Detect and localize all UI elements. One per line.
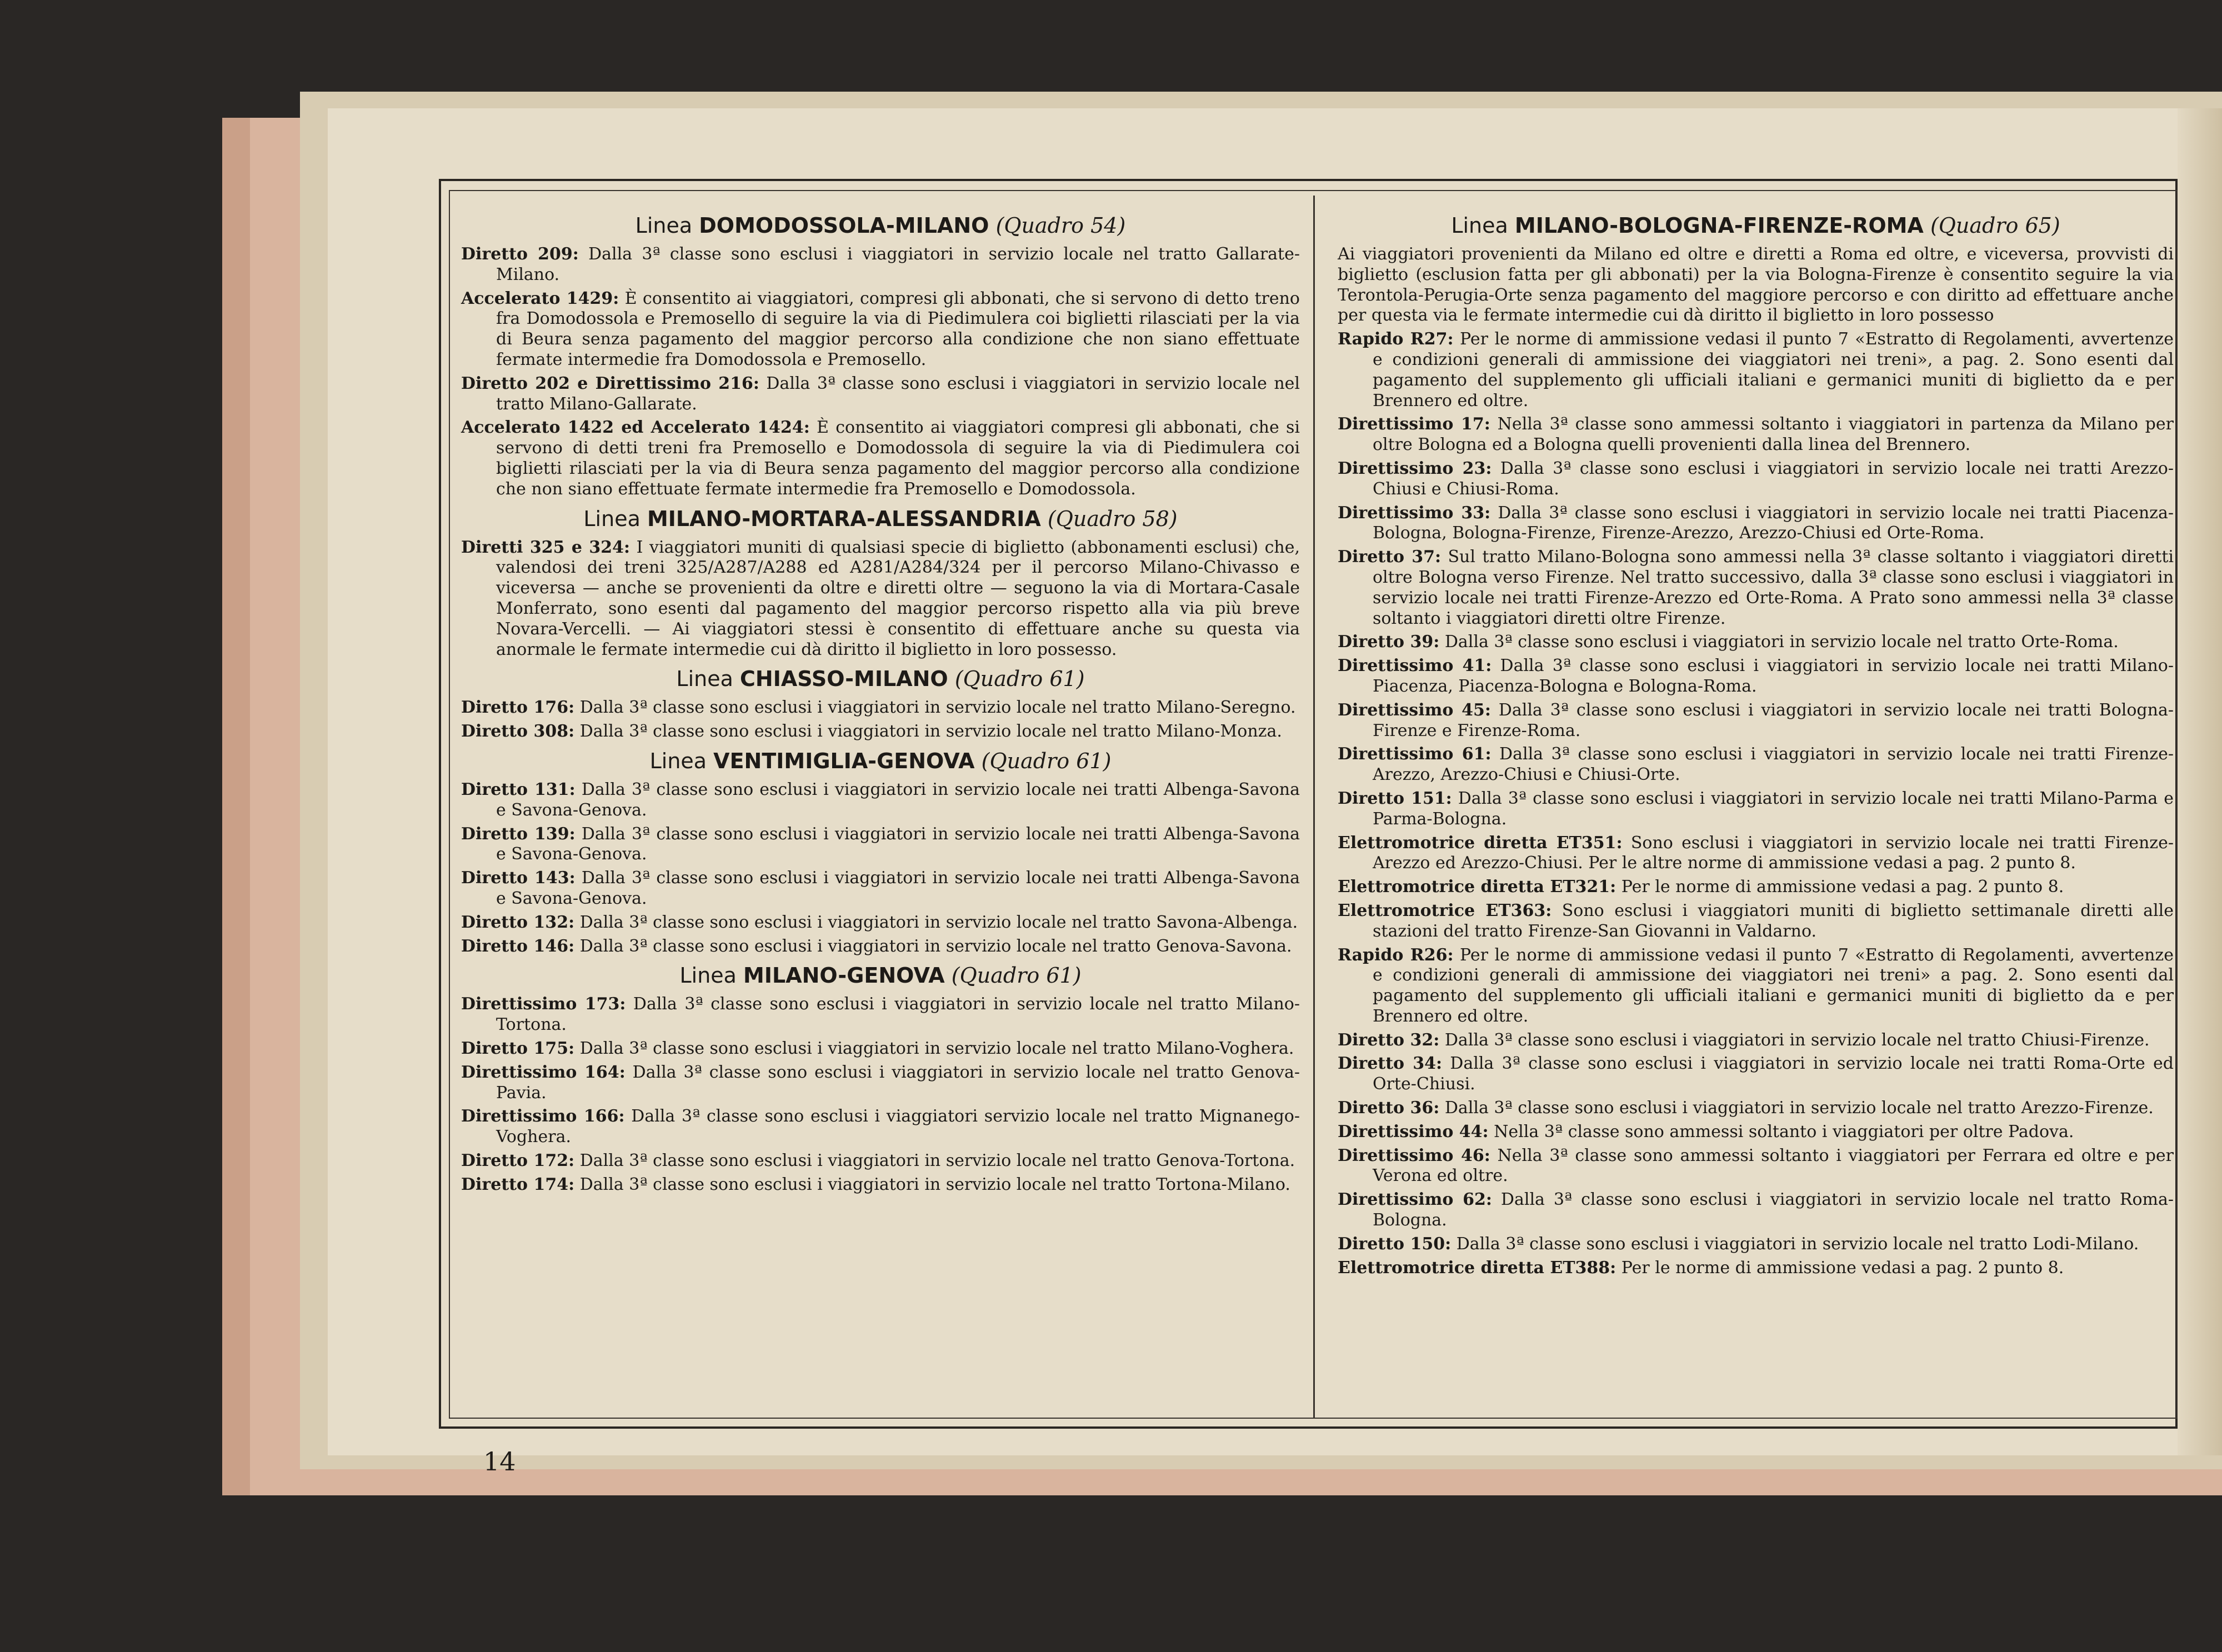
notice-entry [1338, 700, 2174, 742]
train-designation: Diretto 172: [461, 1150, 575, 1170]
notice-text: È consentito ai viaggiatori, compresi gli abbonati, che si servono di detto treno fra Domodossola e Premosello di seguire la via di Piedimulera coi biglietti rilasciati per la via di Beura senza pagamento del maggior percorso alla condizione che non siano effettuate fermate intermedie fra Domodossola e Premosello. [496, 288, 1300, 369]
section-title-word: Linea [1451, 213, 1508, 238]
section-title-route: MILANO-BOLOGNA-FIRENZE-ROMA [1514, 213, 1924, 238]
section-title-route: MILANO-MORTARA-ALESSANDRIA [647, 506, 1041, 531]
notice-entry [461, 824, 1300, 865]
train-designation: Diretto 132: [461, 912, 575, 932]
notice-entry [1338, 656, 2174, 697]
train-designation: Direttissimo 62: [1338, 1190, 1492, 1210]
train-designation: Direttissimo 44: [1338, 1122, 1489, 1142]
section-title-word: Linea [679, 963, 737, 988]
notice-entry [461, 780, 1300, 821]
notice-text: Dalla 3ª classe sono esclusi i viaggiatori in servizio locale nel tratto Orte-Roma. [1444, 632, 2119, 652]
notice-entry [461, 913, 1300, 933]
section-title [461, 962, 1300, 989]
right-entries [1338, 329, 2174, 1278]
notice-entry [461, 1175, 1300, 1195]
train-designation: Direttissimo 173: [461, 994, 626, 1014]
train-designation: Elettromotrice ET363: [1338, 900, 1552, 920]
notice-entry [1338, 1030, 2174, 1051]
train-designation: Accelerato 1429: [461, 288, 619, 308]
notice-text: Dalla 3ª classe sono esclusi i viaggiatori in servizio locale nel tratto Genova-Savona. [579, 936, 1292, 956]
train-designation: Diretto 36: [1338, 1098, 1440, 1118]
notice-text: Dalla 3ª classe sono esclusi i viaggiatori in servizio locale nei tratti Arezzo-Chiusi e Chiusi-Roma. [1373, 458, 2174, 499]
train-designation: Diretto 39: [1338, 632, 1440, 652]
section-intro: Ai viaggiatori provenienti da Milano ed oltre e diretti a Roma ed oltre, e viceversa, provvisti di biglietto (esclusion fatta per gli abbonati) per la via Bologna-Firenze è consentito seguire la via Terontola-Perugia-Orte senza pagamento del maggiore percorso e con diritto ad effettuare anche per questa via le fermate intermedie cui dà diritto il biglietto in loro possesso [1338, 244, 2174, 326]
train-designation: Direttissimo 23: [1338, 458, 1492, 478]
notice-entry [1338, 945, 2174, 1027]
notice-text: Dalla 3ª classe sono esclusi i viaggiatori in servizio locale nei tratti Piacenza-Bologna, Bologna-Firenze, Firenze-Arezzo, Arezzo-Chiusi ed Orte-Roma. [1373, 503, 2174, 543]
notice-text: Dalla 3ª classe sono esclusi i viaggiatori in servizio locale nei tratti Albenga-Savona e Savona-Genova. [496, 824, 1300, 864]
notice-entry [1338, 1122, 2174, 1143]
notice-text: Dalla 3ª classe sono esclusi i viaggiatori in servizio locale nel tratto Savona-Albenga. [579, 912, 1298, 932]
section-title [461, 505, 1300, 532]
notice-text: Dalla 3ª classe sono esclusi i viaggiatori in servizio locale nel tratto Chiusi-Firenze. [1444, 1030, 2150, 1050]
notice-text: Per le norme di ammissione vedasi il punto 7 «Estratto di Regolamenti, avvertenze e condizioni generali di ammissione dei viaggiatori nei treni» a pag. 2. Sono esenti dal pagamento del supplemento gli ufficiali italiani e germanici muniti di biglietto da e per Brennero ed oltre. [1373, 945, 2174, 1026]
section-title [461, 748, 1300, 774]
train-designation: Diretto 34: [1338, 1054, 1443, 1074]
notice-text: Dalla 3ª classe sono esclusi i viaggiatori in servizio locale nel tratto Genova-Tortona. [579, 1150, 1295, 1170]
train-designation: Diretto 202 e Direttissimo 216: [461, 373, 759, 393]
notice-text: Dalla 3ª classe sono esclusi i viaggiatori in servizio locale nel tratto Lodi-Milano. [1456, 1234, 2139, 1254]
notice-text: Dalla 3ª classe sono esclusi i viaggiatori in servizio locale nel tratto Milano-Gallarate. [496, 373, 1300, 414]
section-title [1338, 212, 2174, 239]
train-designation: Diretto 146: [461, 936, 575, 956]
notice-text: I viaggiatori muniti di qualsiasi specie di biglietto (abbonamenti esclusi) che, valendosi dei treni 325/A287/A288 ed A281/A284/324 per il percorso Milano-Chivasso e viceversa — anche se provenienti da oltre e diretti oltre — seguono la via di Mortara-Casale Monferrato, sono esenti dal pagamento del maggior percorso rispetto alla via più breve Novara-Vercelli. — Ai viaggiatori stessi è consentito di effettuare anche su questa via anormale le fermate intermedie cui dà diritto il biglietto in loro possesso. [496, 537, 1300, 659]
section-title [461, 665, 1300, 692]
notice-text: Dalla 3ª classe sono esclusi i viaggiatori in servizio locale nei tratti Firenze-Arezzo, Arezzo-Chiusi e Chiusi-Orte. [1373, 744, 2174, 785]
train-designation: Direttissimo 45: [1338, 700, 1491, 720]
train-designation: Diretto 151: [1338, 788, 1452, 808]
notice-entry [1338, 1054, 2174, 1095]
notice-text: Dalla 3ª classe sono esclusi i viaggiatori in servizio locale nel tratto Milano-Tortona. [496, 994, 1300, 1035]
section-title-quadro: (Quadro 54) [995, 213, 1126, 238]
train-designation: Diretto 209: [461, 244, 579, 264]
page-gutter-shadow [2178, 108, 2222, 1455]
notice-entry [461, 538, 1300, 660]
notice-text: Dalla 3ª classe sono esclusi i viaggiatori in servizio locale nei tratti Roma-Orte ed Orte-Chiusi. [1373, 1054, 2174, 1094]
notice-entry [1338, 1190, 2174, 1231]
column-divider [1313, 196, 1315, 1418]
train-designation: Direttissimo 17: [1338, 414, 1490, 434]
notice-entry [461, 374, 1300, 415]
notice-text: Dalla 3ª classe sono esclusi i viaggiatori in servizio locale nei tratti Bologna-Firenze e Firenze-Roma. [1373, 700, 2174, 740]
section-title-route: VENTIMIGLIA-GENOVA [713, 748, 975, 773]
section-title-word: Linea [583, 506, 640, 531]
notice-text: Dalla 3ª classe sono esclusi i viaggiatori in servizio locale nel tratto Roma-Bologna. [1373, 1190, 2174, 1230]
train-designation: Direttissimo 41: [1338, 656, 1492, 676]
train-designation: Diretti 325 e 324: [461, 537, 630, 557]
section-title-quadro: (Quadro 61) [954, 667, 1085, 692]
notice-entry [1338, 901, 2174, 942]
train-designation: Diretto 131: [461, 779, 575, 799]
train-designation: Diretto 37: [1338, 547, 1442, 567]
notice-text: Sono esclusi i viaggiatori in servizio locale nei tratti Firenze-Arezzo ed Arezzo-Chiusi. Per le altre norme di ammissione vedasi a pag. 2 punto 8. [1373, 833, 2174, 873]
section-title-route: DOMODOSSOLA-MILANO [699, 213, 989, 238]
train-designation: Direttissimo 61: [1338, 744, 1492, 764]
notice-entry [1338, 414, 2174, 455]
notice-entry [461, 722, 1300, 742]
notice-text: Dalla 3ª classe sono esclusi i viaggiatori in servizio locale nel tratto Arezzo-Firenze. [1444, 1098, 2154, 1118]
notice-text: Per le norme di ammissione vedasi a pag. 2 punto 8. [1621, 1258, 2064, 1278]
notice-text: Dalla 3ª classe sono esclusi i viaggiatori in servizio locale nel tratto Milano-Voghera. [579, 1038, 1294, 1058]
notice-text: Sul tratto Milano-Bologna sono ammessi nella 3ª classe soltanto i viaggiatori diretti oltre Bologna verso Firenze. Nel tratto successivo, dalla 3ª classe sono esclusi i viaggiatori in servizio locale nei tratti Firenze-Arezzo ed Orte-Roma. A Prato sono ammessi nella 3ª classe soltanto i viaggiatori diretti oltre Firenze. [1373, 547, 2174, 628]
notice-entry [1338, 1146, 2174, 1187]
train-designation: Direttissimo 46: [1338, 1145, 1490, 1165]
notice-entry [1338, 459, 2174, 500]
notice-entry [461, 418, 1300, 499]
train-designation: Diretto 150: [1338, 1234, 1452, 1254]
book-cover-edge [222, 118, 250, 1495]
notice-text: Dalla 3ª classe sono esclusi i viaggiatori in servizio locale nei tratti Milano-Piacenza, Piacenza-Bologna e Bologna-Roma. [1373, 656, 2174, 696]
section-title-quadro: (Quadro 61) [951, 963, 1082, 988]
notice-text: È consentito ai viaggiatori compresi gli abbonati, che si servono di detti treni fra Premosello e Domodossola di seguire la via di Piedimulera coi biglietti rilasciati per la via di Beura senza pagamento del maggior percorso alla condizione che non siano effettuate fermate intermedie fra Premosello e Domodossola. [496, 418, 1300, 499]
notice-entry [1338, 632, 2174, 653]
train-designation: Diretto 308: [461, 722, 575, 742]
notice-text: Per le norme di ammissione vedasi a pag. 2 punto 8. [1621, 877, 2064, 897]
notice-entry [1338, 1098, 2174, 1119]
section-title-word: Linea [635, 213, 693, 238]
notice-entry [1338, 1234, 2174, 1255]
notice-text: Dalla 3ª classe sono esclusi i viaggiatori in servizio locale nel tratto Gallarate-Milano. [496, 244, 1300, 284]
notice-text: Dalla 3ª classe sono esclusi i viaggiatori in servizio locale nel tratto Milano-Seregno. [579, 698, 1296, 718]
notice-entry [461, 868, 1300, 909]
train-designation: Diretto 174: [461, 1174, 575, 1194]
page-number: 14 [483, 1446, 516, 1476]
notice-entry [461, 1151, 1300, 1172]
section-title-route: MILANO-GENOVA [743, 963, 945, 988]
train-designation: Diretto 32: [1338, 1030, 1440, 1050]
section-title-route: CHIASSO-MILANO [740, 667, 948, 692]
notice-entry [1338, 833, 2174, 874]
notice-entry [461, 289, 1300, 371]
notice-entry [1338, 877, 2174, 898]
notice-text: Nella 3ª classe sono ammessi soltanto i viaggiatori per oltre Padova. [1494, 1122, 2074, 1142]
section-title-word: Linea [649, 748, 707, 773]
notice-entry [461, 244, 1300, 286]
train-designation: Accelerato 1422 ed Accelerato 1424: [461, 418, 810, 438]
train-designation: Diretto 176: [461, 698, 575, 718]
section-title-word: Linea [676, 667, 733, 692]
notice-entry [461, 698, 1300, 718]
notice-text: Dalla 3ª classe sono esclusi i viaggiatori in servizio locale nei tratti Albenga-Savona e Savona-Genova. [496, 868, 1300, 908]
notice-text: Nella 3ª classe sono ammessi soltanto i viaggiatori in partenza da Milano per oltre Bologna ed a Bologna quelli provenienti dalla linea del Brennero. [1373, 414, 2174, 455]
notice-text: Sono esclusi i viaggiatori muniti di biglietto settimanale diretti alle stazioni del tratto Firenze-San Giovanni in Valdarno. [1373, 900, 2174, 941]
section-title-quadro: (Quadro 58) [1047, 506, 1178, 531]
notice-text: Dalla 3ª classe sono esclusi i viaggiatori in servizio locale nel tratto Tortona-Milano. [579, 1174, 1290, 1194]
notice-text: Dalla 3ª classe sono esclusi i viaggiatori in servizio locale nei tratti Albenga-Savona e Savona-Genova. [496, 779, 1300, 820]
notice-entry [461, 994, 1300, 1035]
train-designation: Elettromotrice diretta ET388: [1338, 1258, 1617, 1278]
notice-text: Dalla 3ª classe sono esclusi i viaggiatori in servizio locale nel tratto Milano-Monza. [579, 722, 1282, 742]
train-designation: Rapido R26: [1338, 945, 1454, 965]
notice-entry [1338, 789, 2174, 830]
notice-entry [461, 1039, 1300, 1059]
notice-entry [1338, 744, 2174, 785]
notice-text: Per le norme di ammissione vedasi il punto 7 «Estratto di Regolamenti, avvertenze e condizioni generali di ammissione dei viaggiatori nei treni», a pag. 2. Sono esenti dal pagamento del supplemento gli ufficiali italiani e germanici muniti di biglietto da e per Brennero ed oltre. [1373, 329, 2174, 411]
train-designation: Diretto 175: [461, 1038, 575, 1058]
left-column [461, 207, 1300, 1198]
train-designation: Elettromotrice diretta ET321: [1338, 877, 1617, 897]
train-designation: Diretto 139: [461, 824, 575, 844]
train-designation: Diretto 143: [461, 868, 575, 888]
train-designation: Elettromotrice diretta ET351: [1338, 833, 1623, 853]
notice-entry [1338, 503, 2174, 544]
notice-text: Dalla 3ª classe sono esclusi i viaggiatori in servizio locale nei tratti Milano-Parma e Parma-Bologna. [1373, 788, 2174, 829]
notice-entry [461, 937, 1300, 957]
notice-entry [461, 1107, 1300, 1148]
notice-text: Nella 3ª classe sono ammessi soltanto i viaggiatori per Ferrara ed oltre e per Verona ed oltre. [1373, 1145, 2174, 1186]
train-designation: Direttissimo 33: [1338, 503, 1491, 523]
notice-entry [1338, 1258, 2174, 1279]
notice-entry [1338, 329, 2174, 411]
notice-entry [461, 1063, 1300, 1104]
train-designation: Direttissimo 164: [461, 1062, 625, 1082]
section-title [461, 212, 1300, 239]
right-column [1338, 207, 2174, 1281]
notice-text: Dalla 3ª classe sono esclusi i viaggiatori servizio locale nel tratto Mignanego-Voghera. [496, 1107, 1300, 1147]
notice-text: Dalla 3ª classe sono esclusi i viaggiatori in servizio locale nel tratto Genova-Pavia. [496, 1062, 1300, 1103]
section-title-quadro: (Quadro 65) [1930, 213, 2060, 238]
train-designation: Rapido R27: [1338, 329, 1454, 349]
train-designation: Direttissimo 166: [461, 1107, 625, 1127]
notice-entry [1338, 547, 2174, 629]
section-title-quadro: (Quadro 61) [981, 748, 1112, 773]
